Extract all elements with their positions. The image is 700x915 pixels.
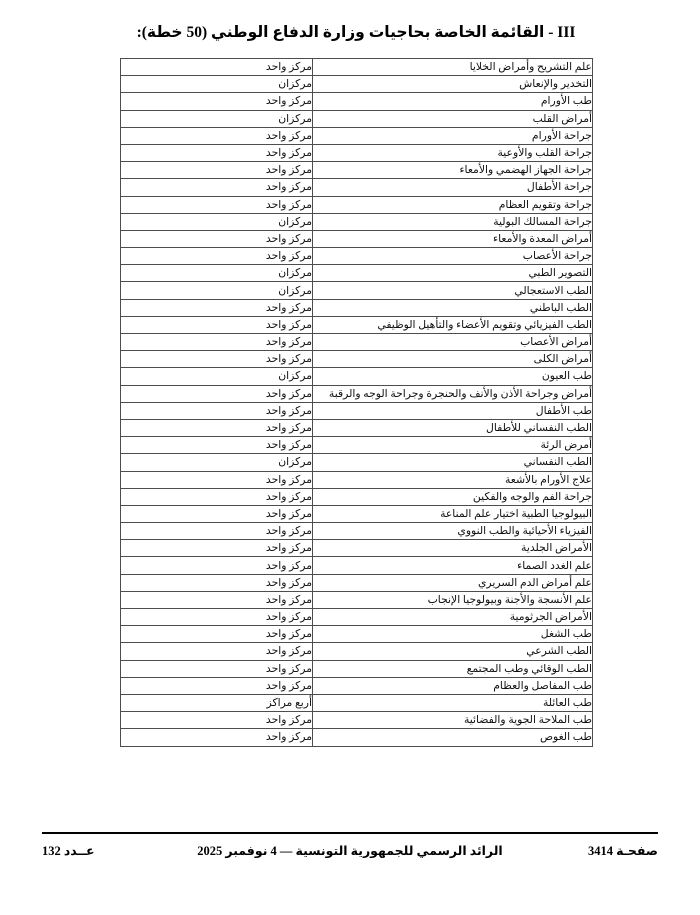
- specialty-cell: الطب الباطني: [313, 299, 593, 316]
- centers-count-cell: مركز واحد: [121, 385, 313, 402]
- specialty-cell: علم أمراض الدم السريري: [313, 574, 593, 591]
- specialty-cell: جراحة الفم والوجه والفكين: [313, 488, 593, 505]
- specialty-cell: التصوير الطبي: [313, 265, 593, 282]
- specialty-cell: علم التشريح وأمراض الخلايا: [313, 59, 593, 76]
- centers-count-cell: مركز واحد: [121, 419, 313, 436]
- centers-count-cell: مركز واحد: [121, 299, 313, 316]
- centers-count-cell: مركز واحد: [121, 505, 313, 522]
- specialty-cell: علم الغدد الصماء: [313, 557, 593, 574]
- specialty-cell: طب الملاحة الجوية والفضائية: [313, 712, 593, 729]
- table-row: [121, 385, 593, 402]
- specialty-cell: طب الشغل: [313, 626, 593, 643]
- centers-count-cell: مركز واحد: [121, 557, 313, 574]
- centers-count-cell: مركزان: [121, 213, 313, 230]
- specialty-cell: التخدير والإنعاش: [313, 76, 593, 93]
- table-row: [121, 643, 593, 660]
- centers-count-cell: مركزان: [121, 110, 313, 127]
- centers-count-cell: مركزان: [121, 76, 313, 93]
- specialty-cell: جراحة الأطفال: [313, 179, 593, 196]
- centers-count-cell: مركز واحد: [121, 523, 313, 540]
- specialty-cell: البيولوجيا الطبية اختيار علم المناعة: [313, 505, 593, 522]
- centers-count-cell: مركز واحد: [121, 162, 313, 179]
- defense-ministry-needs-table: [120, 58, 593, 747]
- centers-count-cell: مركز واحد: [121, 196, 313, 213]
- centers-count-cell: مركز واحد: [121, 488, 313, 505]
- centers-count-cell: مركز واحد: [121, 712, 313, 729]
- table-row: [121, 505, 593, 522]
- specialty-cell: طب العيون: [313, 368, 593, 385]
- table-row: [121, 694, 593, 711]
- table-row: [121, 437, 593, 454]
- specialty-cell: طب الأطفال: [313, 402, 593, 419]
- centers-count-cell: مركز واحد: [121, 59, 313, 76]
- table-row: [121, 574, 593, 591]
- specialty-cell: أمراض المعدة والأمعاء: [313, 230, 593, 247]
- centers-count-cell: مركز واحد: [121, 677, 313, 694]
- specialty-cell: جراحة القلب والأوعية: [313, 144, 593, 161]
- table-row: [121, 334, 593, 351]
- specialty-cell: أمراض الأعصاب: [313, 334, 593, 351]
- centers-count-cell: مركز واحد: [121, 248, 313, 265]
- specialty-cell: الفيزياء الأحيائية والطب النووي: [313, 523, 593, 540]
- table-row: [121, 368, 593, 385]
- specialty-cell: أمراض الكلى: [313, 351, 593, 368]
- table-body: [121, 59, 593, 747]
- footer-divider: [42, 832, 658, 834]
- table-row: [121, 213, 593, 230]
- footer-journal-title: الرائد الرسمي للجمهورية التونسية — 4 نوفمبر 2025: [197, 844, 503, 858]
- centers-count-cell: مركز واحد: [121, 144, 313, 161]
- centers-count-cell: مركزان: [121, 454, 313, 471]
- specialty-cell: الطب الشرعي: [313, 643, 593, 660]
- table-row: [121, 660, 593, 677]
- table-row: [121, 282, 593, 299]
- table-row: [121, 110, 593, 127]
- page-footer: [42, 841, 658, 861]
- table-row: [121, 609, 593, 626]
- specialty-cell: جراحة الأعصاب: [313, 248, 593, 265]
- table-row: [121, 127, 593, 144]
- table-row: [121, 144, 593, 161]
- specialty-cell: طب العائلة: [313, 694, 593, 711]
- table-row: [121, 299, 593, 316]
- table-row: [121, 626, 593, 643]
- page-title: III - القائمة الخاصة بحاجيات وزارة الدفاع الوطني (50 خطة):: [136, 24, 576, 41]
- table-row: [121, 248, 593, 265]
- centers-count-cell: أربع مراكز: [121, 694, 313, 711]
- centers-count-cell: مركز واحد: [121, 127, 313, 144]
- specialty-cell: الطب النفساني للأطفال: [313, 419, 593, 436]
- specialty-cell: جراحة وتقويم العظام: [313, 196, 593, 213]
- table-row: [121, 419, 593, 436]
- specialty-cell: جراحة المسالك البولية: [313, 213, 593, 230]
- centers-count-cell: مركز واحد: [121, 316, 313, 333]
- table-row: [121, 351, 593, 368]
- centers-count-cell: مركز واحد: [121, 334, 313, 351]
- centers-count-cell: مركز واحد: [121, 93, 313, 110]
- specialty-cell: الطب الوقائي وطب المجتمع: [313, 660, 593, 677]
- table-row: [121, 265, 593, 282]
- table-row: [121, 729, 593, 746]
- specialty-cell: أمراض وجراحة الأذن والأنف والحنجرة وجراحة الوجه والرقبة: [313, 385, 593, 402]
- centers-count-cell: مركز واحد: [121, 643, 313, 660]
- centers-count-cell: مركزان: [121, 282, 313, 299]
- table-row: [121, 557, 593, 574]
- table-row: [121, 402, 593, 419]
- centers-count-cell: مركز واحد: [121, 437, 313, 454]
- centers-count-cell: مركزان: [121, 368, 313, 385]
- table-row: [121, 523, 593, 540]
- centers-count-cell: مركز واحد: [121, 729, 313, 746]
- specialty-cell: الطب الاستعجالي: [313, 282, 593, 299]
- table-row: [121, 591, 593, 608]
- table-row: [121, 196, 593, 213]
- centers-count-cell: مركز واحد: [121, 351, 313, 368]
- specialty-cell: جراحة الجهاز الهضمي والأمعاء: [313, 162, 593, 179]
- table-row: [121, 471, 593, 488]
- centers-count-cell: مركز واحد: [121, 609, 313, 626]
- specialty-cell: الطب النفساني: [313, 454, 593, 471]
- specialty-cell: طب الغوص: [313, 729, 593, 746]
- centers-count-cell: مركز واحد: [121, 591, 313, 608]
- specialty-cell: طب المفاصل والعظام: [313, 677, 593, 694]
- centers-count-cell: مركز واحد: [121, 574, 313, 591]
- centers-count-cell: مركز واحد: [121, 402, 313, 419]
- table-row: [121, 59, 593, 76]
- specialty-cell: الأمراض الجلدية: [313, 540, 593, 557]
- table-row: [121, 454, 593, 471]
- specialty-cell: الطب الفيزيائي وتقويم الأعضاء والتأهيل الوظيفي: [313, 316, 593, 333]
- centers-count-cell: مركزان: [121, 265, 313, 282]
- centers-count-cell: مركز واحد: [121, 230, 313, 247]
- centers-count-cell: مركز واحد: [121, 660, 313, 677]
- footer-issue-number: عــدد 132: [42, 844, 95, 858]
- table-row: [121, 488, 593, 505]
- specialty-cell: علم الأنسجة والأجنة وبيولوجيا الإنجاب: [313, 591, 593, 608]
- specialty-cell: الأمراض الجرثومية: [313, 609, 593, 626]
- specialty-cell: علاج الأورام بالأشعة: [313, 471, 593, 488]
- specialty-cell: أمراض القلب: [313, 110, 593, 127]
- table-row: [121, 712, 593, 729]
- centers-count-cell: مركز واحد: [121, 471, 313, 488]
- table-row: [121, 179, 593, 196]
- table-row: [121, 230, 593, 247]
- centers-count-cell: مركز واحد: [121, 179, 313, 196]
- footer-page-number: صفحـة 3414: [587, 844, 658, 858]
- table-row: [121, 93, 593, 110]
- specialty-cell: جراحة الأورام: [313, 127, 593, 144]
- table-row: [121, 677, 593, 694]
- centers-count-cell: مركز واحد: [121, 540, 313, 557]
- centers-count-cell: مركز واحد: [121, 626, 313, 643]
- table-row: [121, 316, 593, 333]
- table-row: [121, 540, 593, 557]
- specialty-cell: طب الأورام: [313, 93, 593, 110]
- table-row: [121, 76, 593, 93]
- table-row: [121, 162, 593, 179]
- specialty-cell: أمرض الرئة: [313, 437, 593, 454]
